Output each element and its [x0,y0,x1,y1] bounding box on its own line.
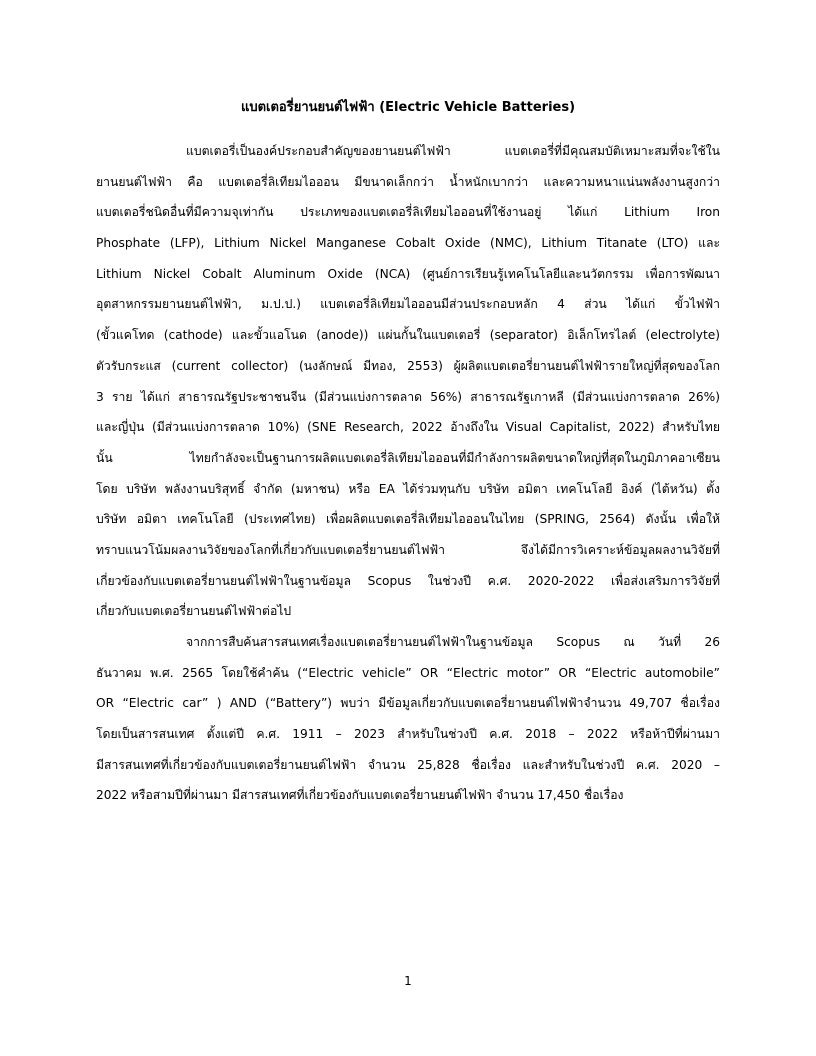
paragraph-line: Lithium Nickel Cobalt Aluminum Oxide (NCA) (ศูนย์การเรียนรู้เทคโนโลยีและนวัตกรรม เพื่อการพัฒนา [96,266,720,281]
paragraph-line: ยานยนต์ไฟฟ้า คือ แบตเตอรี่ลิเทียมไอออน มีขนาดเล็กกว่า น้ำหนักเบากว่า และความหนาแน่นพลังงานสูงกว่า [96,174,720,189]
paragraph-line: 2022 หรือสามปีที่ผ่านมา มีสารสนเทศที่เกี่ยวข้องกับแบตเตอรี่ยานยนต์ไฟฟ้า จำนวน 17,450 ชื่อเรื่อง [96,788,624,803]
paragraph-line: Phosphate (LFP), Lithium Nickel Manganese Cobalt Oxide (NMC), Lithium Titanate (LTO) และ [96,236,720,251]
paragraph-line: และญี่ปุ่น (มีส่วนแบ่งการตลาด 10%) (SNE Research, 2022 อ้างถึงใน Visual Capitalist, 2022) สำหรับไทย [96,420,720,435]
paragraph-line: (ขั้วแคโทด (cathode) และขั้วแอโนด (anode)) แผ่นกั้นในแบตเตอรี่ (separator) อิเล็กโทรไลต์ (electrolyte) [96,328,720,343]
paragraph-line: โดย บริษัท พลังงานบริสุทธิ์ จำกัด (มหาชน) หรือ EA ได้ร่วมทุนกับ บริษัท อมิตา เทคโนโลยี อิงค์ (ไต้หวัน) ตั้ง [96,481,720,496]
paragraph-ev-batteries-overview [96,136,720,627]
paragraph-line: นั้น ไทยกำลังจะเป็นฐานการผลิตแบตเตอรี่ลิเทียมไอออนที่มีกำลังการผลิตขนาดใหญ่ที่สุดในภูมิภาคอาเซียน [96,450,720,465]
paragraph-line: 3 ราย ได้แก่ สาธารณรัฐประชาชนจีน (มีส่วนแบ่งการตลาด 56%) สาธารณรัฐเกาหลี (มีส่วนแบ่งการตลาด 26%) [96,389,720,404]
paragraph-line: จากการสืบค้นสารสนเทศเรื่องแบตเตอรี่ยานยนต์ไฟฟ้าในฐานข้อมูล Scopus ณ วันที่ 26 [186,635,720,649]
paragraph-line: แบตเตอรี่ชนิดอื่นที่มีความจุเท่ากัน ประเภทของแบตเตอรี่ลิเทียมไอออนที่ใช้งานอยู่ ได้แก่ Lithium Iron [96,205,720,220]
paragraph-line: บริษัท อมิตา เทคโนโลยี (ประเทศไทย) เพื่อผลิตแบตเตอรี่ลิเทียมไอออนในไทย (SPRING, 2564) ดังนั้น เพื่อให้ [96,512,720,527]
page-number: 1 [404,974,412,988]
paragraph-line: เกี่ยวกับแบตเตอรี่ยานยนต์ไฟฟ้าต่อไป [96,604,292,619]
paragraph-line: แบตเตอรี่เป็นองค์ประกอบสำคัญของยานยนต์ไฟฟ้า แบตเตอรี่ที่มีคุณสมบัติเหมาะสมที่จะใช้ใน [186,144,720,158]
paragraph-line: อุตสาหกรรมยานยนต์ไฟฟ้า, ม.ป.ป.) แบตเตอรี่ลิเทียมไอออนมีส่วนประกอบหลัก 4 ส่วน ได้แก่ ขั้วไฟฟ้า [96,297,720,312]
paragraph-line: เกี่ยวข้องกับแบตเตอรี่ยานยนต์ไฟฟ้าในฐานข้อมูล Scopus ในช่วงปี ค.ศ. 2020-2022 เพื่อส่งเสริมการวิจัยที่ [96,573,720,588]
paragraph-scopus-search [96,627,720,811]
paragraph-line: มีสารสนเทศที่เกี่ยวข้องกับแบตเตอรี่ยานยนต์ไฟฟ้า จำนวน 25,828 ชื่อเรื่อง และสำหรับในช่วงปี ค.ศ. 2020 – [96,757,720,772]
paragraph-line: OR “Electric car” ) AND (“Battery”) พบว่า มีข้อมูลเกี่ยวกับแบตเตอรี่ยานยนต์ไฟฟ้าจำนวน 49,707 ชื่อเรื่อง [96,696,720,711]
paragraph-line: ตัวรับกระแส (current collector) (นงลักษณ์ มีทอง, 2553) ผู้ผลิตแบตเตอรี่ยานยนต์ไฟฟ้ารายใหญ่ที่สุดของโลก [96,358,720,373]
paragraph-line: โดยเป็นสารสนเทศ ตั้งแต่ปี ค.ศ. 1911 – 2023 สำหรับในช่วงปี ค.ศ. 2018 – 2022 หรือห้าปีที่ผ่านมา [96,727,720,742]
paragraph-line: ทราบแนวโน้มผลงานวิจัยของโลกที่เกี่ยวกับแบตเตอรี่ยานยนต์ไฟฟ้า จึงได้มีการวิเคราะห์ข้อมูลผลงานวิจัยที่ [96,542,720,557]
paragraph-line: ธันวาคม พ.ศ. 2565 โดยใช้คำค้น (“Electric vehicle” OR “Electric motor” OR “Electric automobile” [96,665,720,680]
document-title: แบตเตอรี่ยานยนต์ไฟฟ้า (Electric Vehicle Batteries) [240,100,576,115]
